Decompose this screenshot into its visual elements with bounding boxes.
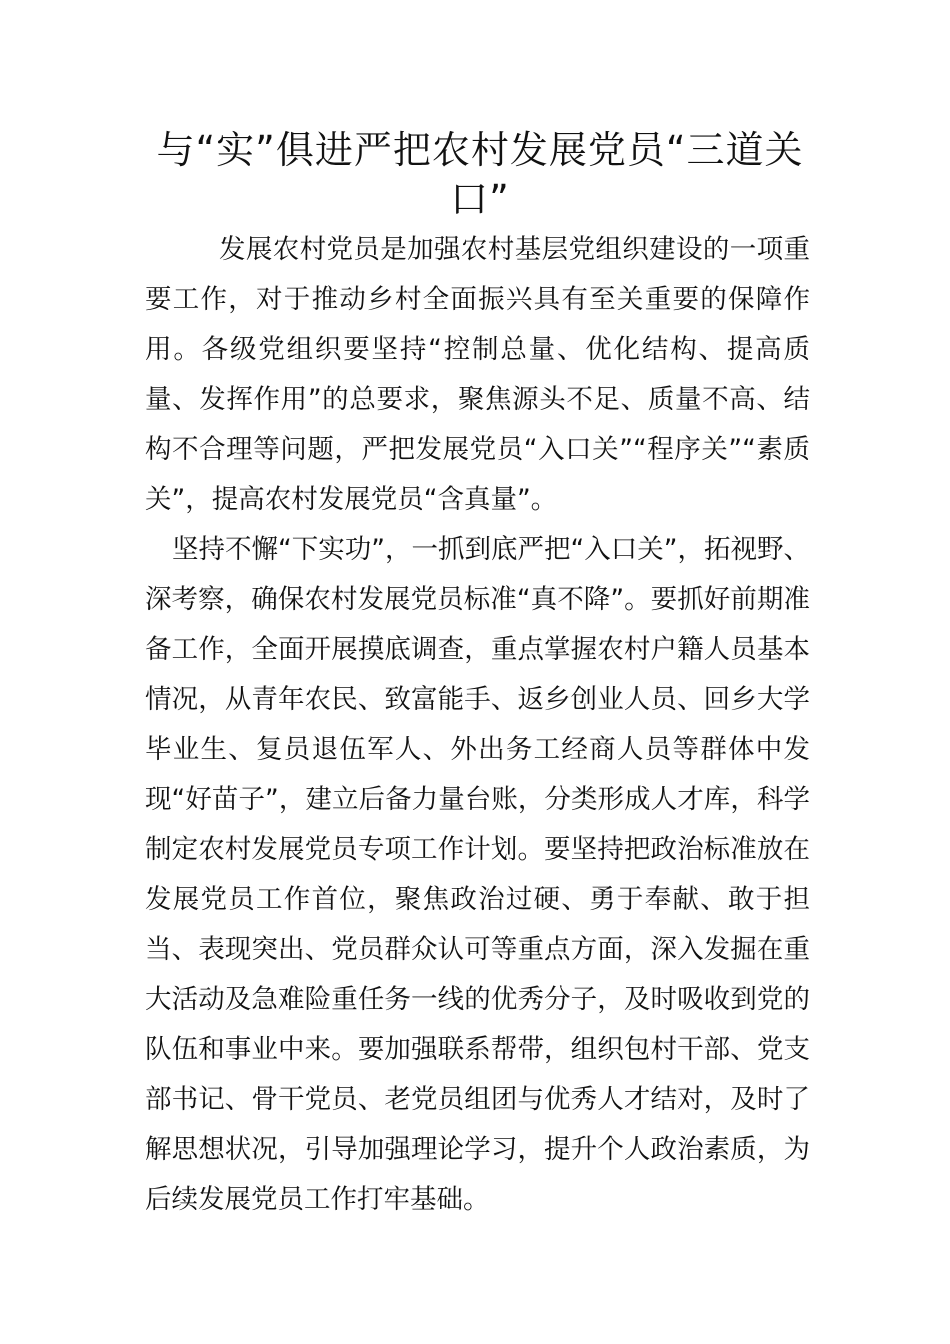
document-title: 与“实”俱进严把农村发展党员“三道关口”: [156, 128, 804, 221]
document-body: [145, 225, 810, 1225]
paragraph-intro: 发展农村党员是加强农村基层党组织建设的一项重要工作，对于推动乡村全面振兴具有至关重要的保障作用。各级党组织要坚持“控制总量、优化结构、提高质量、发挥作用”的总要求，聚焦源头不足、质量不高、结构不合理等问题，严把发展党员“入口关”“程序关”“素质关”，提高农村发展党员“含真量”。: [145, 234, 810, 515]
paragraph-entry-gate: 坚持不懈“下实功”，一抓到底严把“入口关”，拓视野、深考察，确保农村发展党员标准“真不降”。要抓好前期准备工作，全面开展摸底调查，重点掌握农村户籍人员基本情况，从青年农民、致富能手、返乡创业人员、回乡大学毕业生、复员退伍军人、外出务工经商人员等群体中发现“好苗子”，建立后备力量台账，分类形成人才库，科学制定农村发展党员专项工作计划。要坚持把政治标准放在发展党员工作首位，聚焦政治过硬、勇于奉献、敢于担当、表现突出、党员群众认可等重点方面，深入发掘在重大活动及急难险重任务一线的优秀分子，及时吸收到党的队伍和事业中来。要加强联系帮带，组织包村干部、党支部书记、骨干党员、老党员组团与优秀人才结对，及时了解思想状况，引导加强理论学习，提升个人政治素质，为后续发展党员工作打牢基础。: [145, 534, 810, 1215]
